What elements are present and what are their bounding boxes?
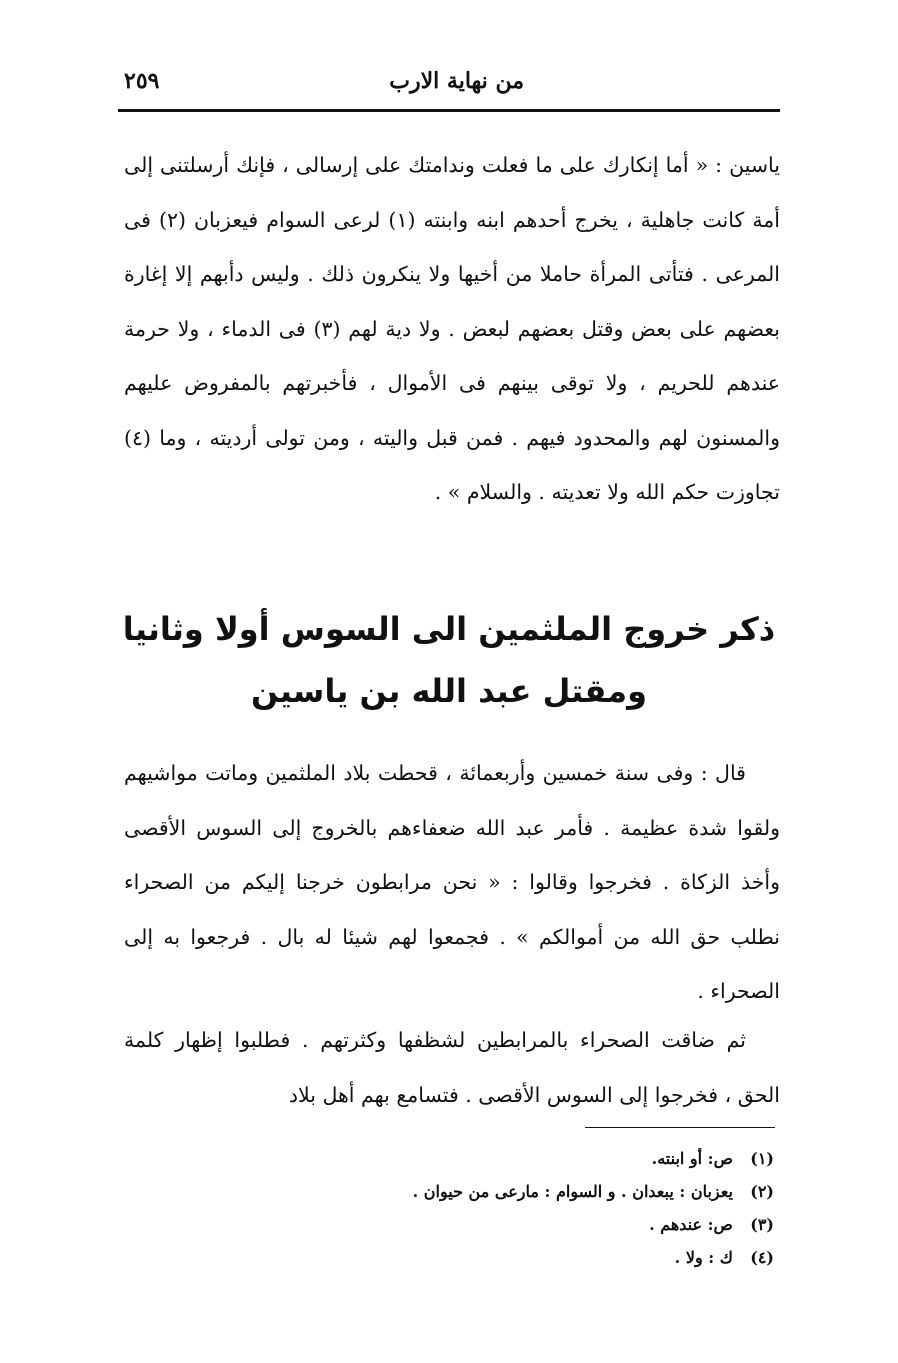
page-number: ٢٥٩ [124,68,160,94]
footnote-2 [300,1175,774,1208]
footnote-text: ص: أو ابنته. [651,1149,733,1168]
footnote-3 [300,1208,774,1241]
footnote-text: يعزبان : يبعدان . و السوام : مارعى من حيوان . [412,1182,733,1201]
footnotes [300,1142,774,1274]
page-header [118,62,780,106]
footnote-rule [585,1127,775,1128]
header-rule [118,109,780,112]
footnote-number: (٢) [750,1182,774,1201]
footnote-number: (١) [750,1149,774,1168]
footnote-text: ص: عندهم . [649,1215,733,1234]
section-heading-line-2: ومقتل عبد الله بن ياسين [251,672,647,710]
section-heading-line-1: ذكر خروج الملثمين الى السوس أولا وثانيا [122,610,776,648]
paragraph-sus-expedition: ثم ضاقت الصحراء بالمرابطين لشظفها وكثرتهم . فطلبوا إظهار كلمة الحق ، فخرجوا إلى السوس الأقصى . فتسامع بهم أهل بلاد [124,1028,780,1107]
paragraph-famine: قال : وفى سنة خمسين وأربعمائة ، قحطت بلاد الملثمين وماتت مواشيهم ولقوا شدة عظيمة . فأمر عبد الله ضعفاءهم بالخروج إلى السوس الأقصى وأخذ الزكاة . فخرجوا وقالوا : « نحن مرابطون خرجنا إليكم من الصحراء نطلب حق الله من أموالكم » . فجمعوا لهم شيئا له بال . فرجعوا به إلى الصحراء . [124,761,780,1003]
running-title: من نهاية الارب [389,68,524,94]
footnote-text: ك : ولا . [674,1248,733,1267]
footnote-4 [300,1241,774,1274]
section-heading [118,598,780,722]
footnote-number: (٤) [750,1248,774,1267]
footnote-1 [300,1142,774,1175]
footnote-number: (٣) [750,1215,774,1234]
paragraph-letter-ending: ياسين : « أما إنكارك على ما فعلت وندامتك على إرسالى ، فإنك أرسلتنى إلى أمة كانت جاهلية ، يخرج أحدهم ابنه وابنته (١) لرعى السوام فيعزبان (٢) فى المرعى . فتأتى المرأة حاملا من أخيها ولا ينكرون ذلك . وليس دأبهم إلا إغارة بعضهم على بعض وقتل بعضهم لبعض . ولا دية لهم (٣) فى الدماء ، ولا حرمة عندهم للحريم ، ولا توقى بينهم فى الأموال ، فأخبرتهم بالمفروض عليهم والمسنون لهم والمحدود فيهم . فمن قبل واليته ، ومن تولى أرديته ، وما (٤) تجاوزت حكم الله ولا تعديته . والسلام » . [124,153,780,504]
